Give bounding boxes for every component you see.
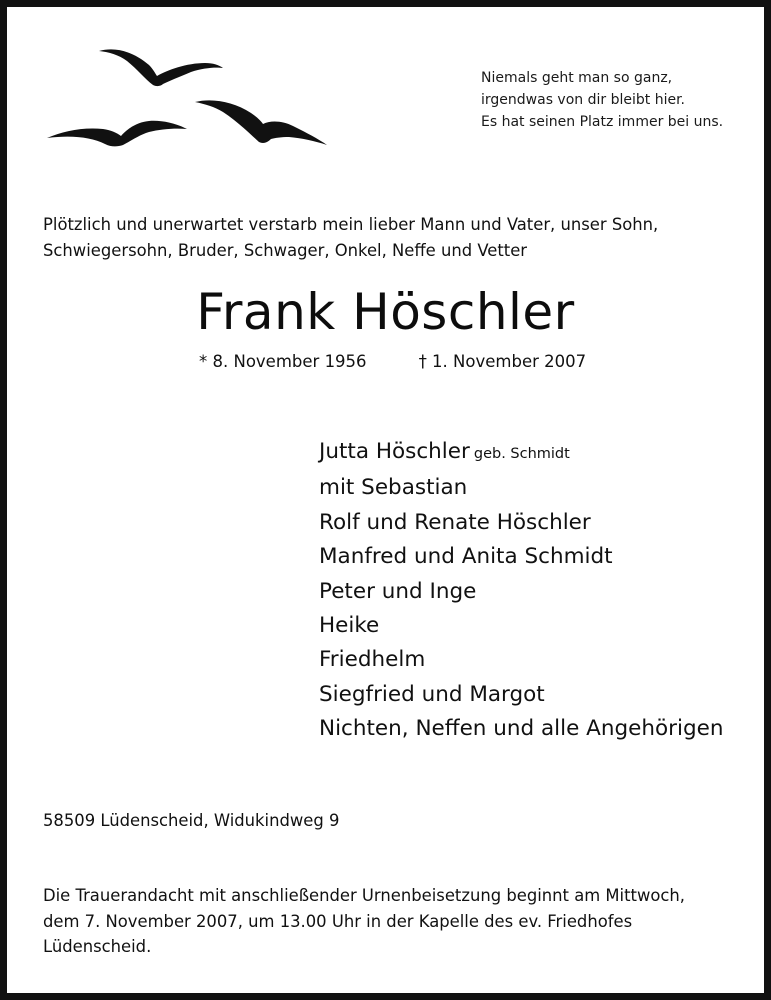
mourner-item: Heike — [319, 613, 380, 639]
bird-icon — [195, 100, 327, 145]
announcement-line: Plötzlich und unerwartet verstarb mein lieber Mann und Vater, unser Sohn, — [43, 215, 659, 234]
deceased-name: Frank Höschler — [196, 283, 575, 341]
mourner-item: mit Sebastian — [319, 475, 468, 501]
mourner-item: Peter und Inge — [319, 578, 477, 604]
birds-illustration — [37, 37, 337, 167]
poem-line: Es hat seinen Platz immer bei uns. — [481, 114, 724, 130]
mourner-name: Jutta Höschler — [319, 439, 470, 464]
life-dates — [199, 350, 586, 374]
death-date: † 1. November 2007 — [418, 352, 587, 371]
bird-icon — [47, 121, 187, 147]
bird-icon — [99, 49, 223, 86]
mourners-list — [319, 435, 724, 747]
family-address: 58509 Lüdenscheid, Widukindweg 9 — [43, 811, 340, 830]
announcement-line: Schwiegersohn, Bruder, Schwager, Onkel, Neffe und Vetter — [43, 241, 528, 260]
ceremony-line: dem 7. November 2007, um 13.00 Uhr in der Kapelle des ev. Friedhofes — [43, 911, 633, 931]
ceremony-line: Die Trauerandacht mit anschließender Urnenbeisetzung beginnt am Mittwoch, — [43, 886, 686, 905]
announcement-text — [43, 212, 743, 264]
maiden-name-note: geb. Schmidt — [473, 446, 570, 462]
poem — [481, 67, 751, 133]
mourner-item: Friedhelm — [319, 647, 426, 673]
poem-line: irgendwas von dir bleibt hier. — [481, 92, 685, 108]
mourner-item: Rolf und Renate Höschler — [319, 509, 591, 535]
mourner-item: Manfred und Anita Schmidt — [319, 544, 613, 570]
ceremony-line: Lüdenscheid. — [43, 937, 152, 956]
ceremony-info — [43, 883, 753, 960]
mourner-item: Siegfried und Margot — [319, 681, 545, 707]
mourner-item: Nichten, Neffen und alle Angehörigen — [319, 716, 724, 742]
birth-date: * 8. November 1956 — [199, 352, 367, 371]
poem-line: Niemals geht man so ganz, — [481, 70, 673, 86]
mourner-item — [319, 435, 724, 471]
